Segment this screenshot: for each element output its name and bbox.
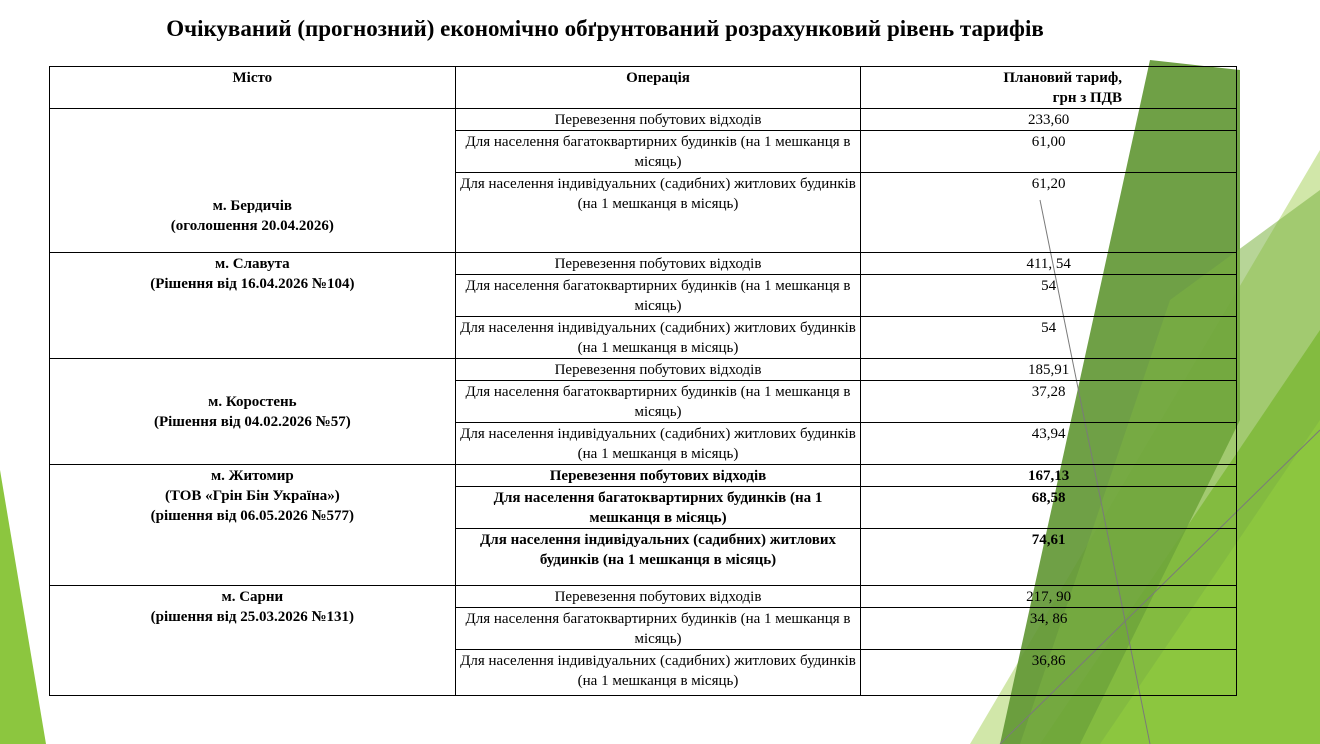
city-cell-korosten	[50, 359, 456, 465]
table-row	[50, 359, 1237, 381]
tariff-value: 34, 86	[861, 608, 1237, 650]
table-header-row	[50, 67, 1237, 109]
tariff-value: 185,91	[861, 359, 1237, 381]
operation-cell: Перевезення побутових відходів	[455, 109, 861, 131]
table-row	[50, 253, 1237, 275]
tariff-value: 36,86	[861, 650, 1237, 696]
city-cell-slavuta	[50, 253, 456, 359]
city-cell-berdychiv	[50, 109, 456, 253]
tariff-value: 411, 54	[861, 253, 1237, 275]
city-note: (оголошення 20.04.2026)	[170, 217, 334, 234]
operation-cell: Перевезення побутових відходів	[455, 253, 861, 275]
tariff-value: 61,00	[861, 131, 1237, 173]
city-note: (рішення від 25.03.2026 №131)	[150, 609, 355, 625]
operation-cell: Для населення індивідуальних (садибних) житлових будинків (на 1 мешканця в місяць)	[455, 173, 861, 253]
tariff-value: 68,58	[861, 487, 1237, 529]
city-name: м. Бердичів	[212, 197, 293, 214]
table-row	[50, 465, 1237, 487]
left-green-triangle	[0, 470, 46, 744]
city-name: м. Славута	[215, 256, 290, 272]
tariff-value: 54	[861, 317, 1237, 359]
tariff-value: 74,61	[861, 529, 1237, 586]
tariff-value: 54	[861, 275, 1237, 317]
operation-cell: Для населення багатоквартирних будинків (на 1 мешканця в місяць)	[455, 131, 861, 173]
operation-cell: Перевезення побутових відходів	[455, 586, 861, 608]
operation-cell: Перевезення побутових відходів	[455, 465, 861, 487]
city-name: м. Житомир	[210, 468, 294, 484]
header-city: Місто	[50, 67, 456, 109]
header-tariff	[861, 67, 1237, 109]
city-note: (Рішення від 16.04.2026 №104)	[150, 276, 355, 292]
tariff-table	[49, 66, 1237, 696]
operation-cell: Для населення індивідуальних (садибних) житлових будинків (на 1 мешканця в місяць)	[455, 529, 861, 586]
tariff-value: 167,13	[861, 465, 1237, 487]
city-cell-zhytomyr	[50, 465, 456, 586]
operation-cell: Перевезення побутових відходів	[455, 359, 861, 381]
operation-cell: Для населення багатоквартирних будинків (на 1 мешканця в місяць)	[455, 275, 861, 317]
city-note: (Рішення від 04.02.2026 №57)	[153, 414, 351, 430]
operation-cell: Для населення індивідуальних (садибних) житлових будинків (на 1 мешканця в місяць)	[455, 423, 861, 465]
operation-cell: Для населення індивідуальних (садибних) житлових будинків (на 1 мешканця в місяць)	[455, 317, 861, 359]
operation-cell: Для населення індивідуальних (садибних) житлових будинків (на 1 мешканця в місяць)	[455, 650, 861, 696]
table-row	[50, 586, 1237, 608]
table-row	[50, 109, 1237, 131]
operation-cell: Для населення багатоквартирних будинків (на 1 мешканця в місяць)	[455, 381, 861, 423]
header-tariff-line1: Плановий тариф,	[1003, 70, 1122, 86]
tariff-value: 233,60	[861, 109, 1237, 131]
city-note: (ТОВ «Грін Бін Україна»)	[164, 488, 340, 504]
tariff-value: 37,28	[861, 381, 1237, 423]
page-title: Очікуваний (прогнозний) економічно обґрунтований розрахунковий рівень тарифів	[166, 16, 1044, 41]
operation-cell: Для населення багатоквартирних будинків (на 1 мешканця в місяць)	[455, 487, 861, 529]
city-name: м. Коростень	[208, 394, 297, 410]
tariff-value: 217, 90	[861, 586, 1237, 608]
header-operation: Операція	[455, 67, 861, 109]
city-cell-sarny	[50, 586, 456, 696]
city-note: (рішення від 06.05.2026 №577)	[150, 508, 355, 524]
tariff-value: 43,94	[861, 423, 1237, 465]
tariff-value: 61,20	[861, 173, 1237, 253]
city-name: м. Сарни	[221, 589, 284, 605]
operation-cell: Для населення багатоквартирних будинків (на 1 мешканця в місяць)	[455, 608, 861, 650]
header-tariff-line2: грн з ПДВ	[1052, 90, 1122, 106]
